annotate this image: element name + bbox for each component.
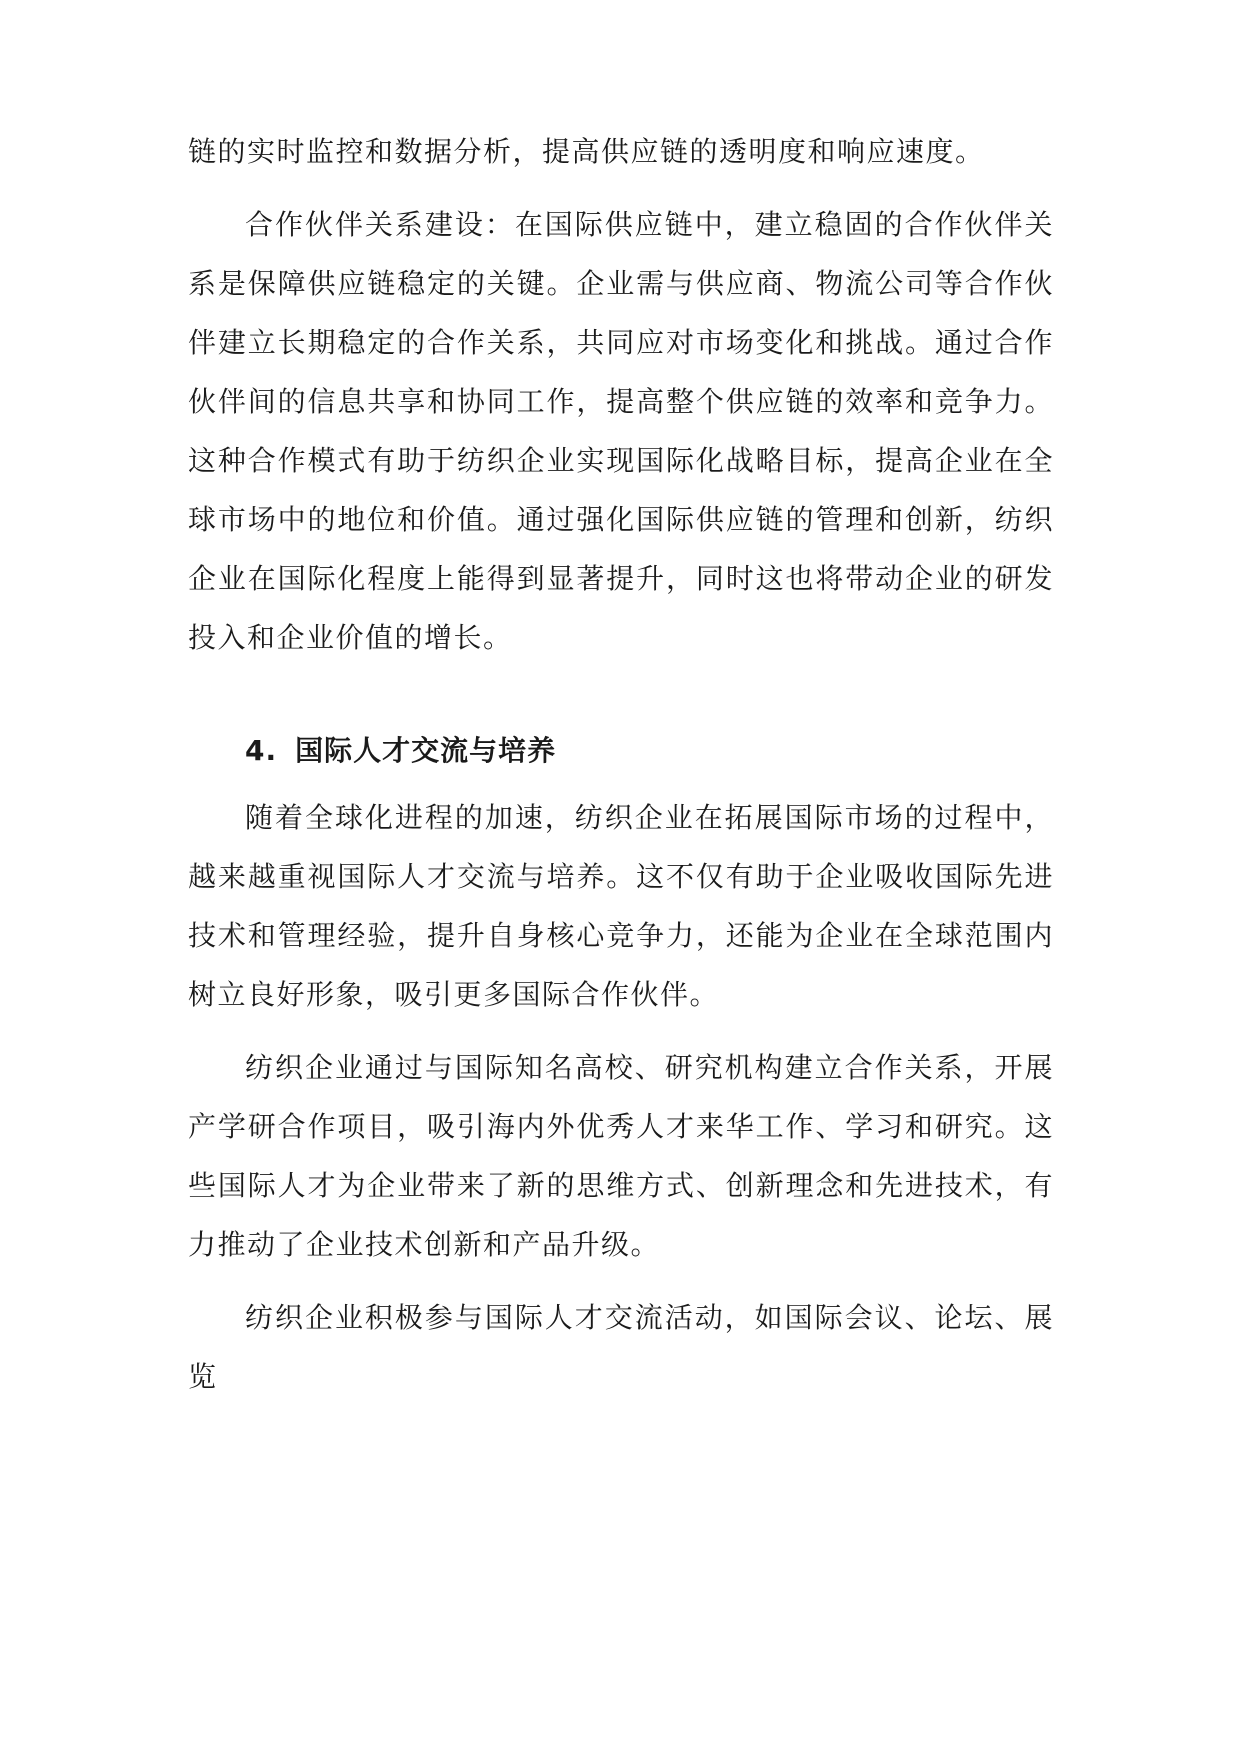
paragraph-continuation: 链的实时监控和数据分析，提高供应链的透明度和响应速度。: [188, 135, 985, 168]
paragraph-talent-cooperation: 纺织企业通过与国际知名高校、研究机构建立合作关系，开展产学研合作项目，吸引海内外优秀人才来华工作、学习和研究。这些国际人才为企业带来了新的思维方式、创新理念和先进技术，有力推动了企业技术创新和产品升级。: [188, 1051, 1054, 1261]
paragraph-talent-intro: 随着全球化进程的加速，纺织企业在拓展国际市场的过程中，越来越重视国际人才交流与培养。这不仅有助于企业吸收国际先进技术和管理经验，提升自身核心竞争力，还能为企业在全球范围内树立良好形象，吸引更多国际合作伙伴。: [188, 801, 1054, 1011]
document-page: [188, 122, 1054, 1406]
section-number: 4.: [245, 734, 278, 767]
paragraph-partnership: 合作伙伴关系建设：在国际供应链中，建立稳固的合作伙伴关系是保障供应链稳定的关键。企业需与供应商、物流公司等合作伙伴建立长期稳定的合作关系，共同应对市场变化和挑战。通过合作伙伴间的信息共享和协同工作，提高整个供应链的效率和竞争力。这种合作模式有助于纺织企业实现国际化战略目标，提高企业在全球市场中的地位和价值。通过强化国际供应链的管理和创新，纺织企业在国际化程度上能得到显著提升，同时这也将带动企业的研发投入和企业价值的增长。: [188, 208, 1054, 654]
paragraph-talent-activities: 纺织企业积极参与国际人才交流活动，如国际会议、论坛、展览: [188, 1301, 1054, 1393]
section-heading: [188, 721, 1054, 780]
section-title: 国际人才交流与培养: [295, 734, 557, 767]
